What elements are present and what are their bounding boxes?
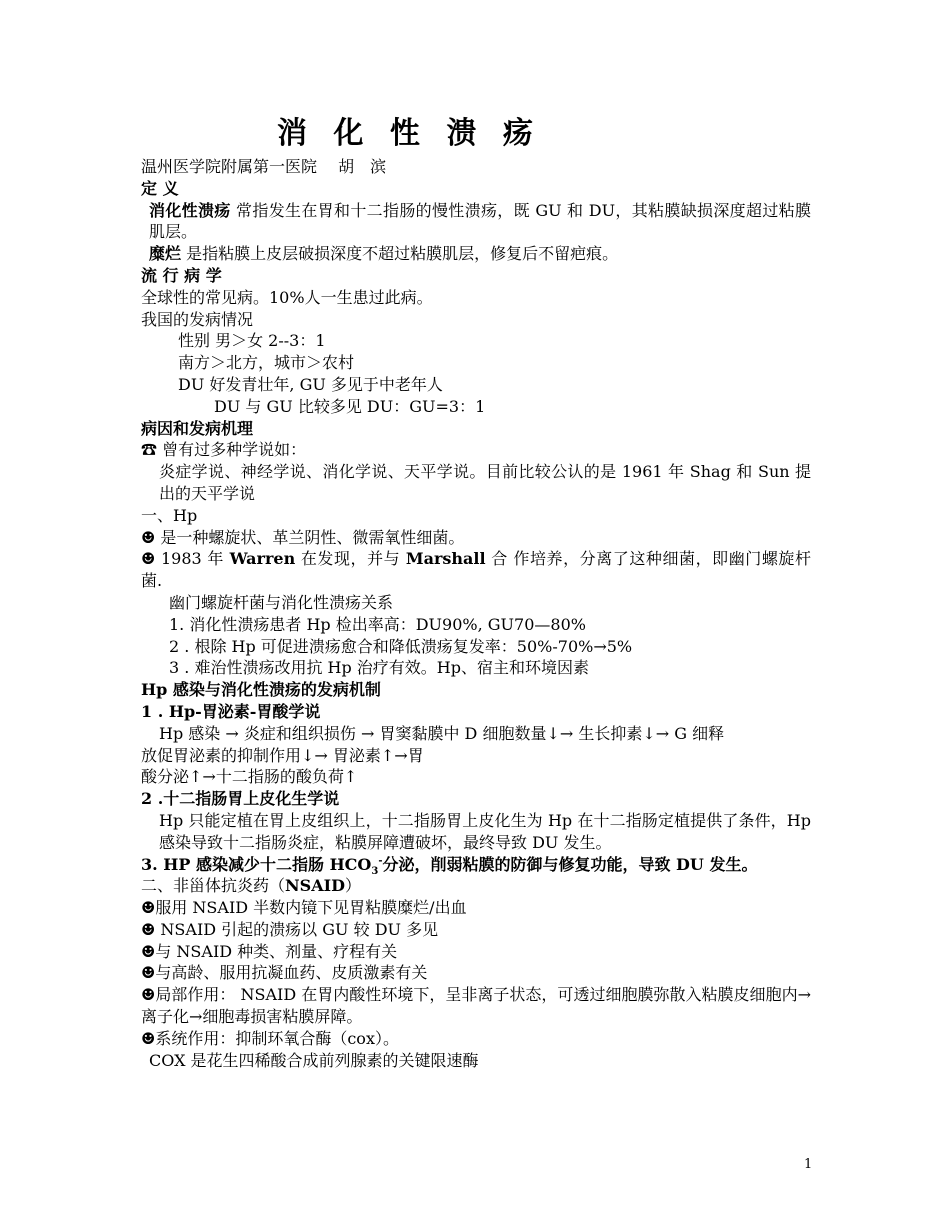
name-marshall: Marshall xyxy=(405,549,486,569)
term-erosion: 糜烂 xyxy=(149,244,182,264)
mechanism-sub-1: 1 . Hp-胃泌素-胃酸学说 xyxy=(141,701,321,721)
hp-heading: 一、Hp xyxy=(141,505,198,525)
nsaid-item-3: ☻与 NSAID 种类、剂量、疗程有关 xyxy=(141,941,398,961)
definition-text-2: 是指粘膜上皮层破损深度不超过粘膜肌层，修复后不留疤痕。 xyxy=(181,244,619,264)
sub3-post: 分泌，削弱粘膜的防御与修复功能，导致 DU 发生。 xyxy=(382,854,758,874)
document-page xyxy=(141,112,811,1071)
definition-text-1: 常指发生在胃和十二指肠的慢性溃疡，既 GU 和 DU，其粘膜缺损深度超过粘膜肌层。 xyxy=(149,200,811,242)
section-heading-definition: 定 义 xyxy=(141,178,179,198)
hp2-post: 合 作培养，分离了这种细菌，即幽门螺旋杆菌. xyxy=(141,549,811,591)
mechanism-sub1-line-3: 酸分泌↑→十二指肠的酸负荷↑ xyxy=(141,767,358,787)
section-heading-epidemiology: 流 行 病 学 xyxy=(141,265,222,285)
nsaid-heading-pre: 二、非甾体抗炎药（ xyxy=(141,876,286,896)
mechanism-sub-2: 2 .十二指肠胃上皮化生学说 xyxy=(141,789,340,809)
epi-line-4: 南方＞北方，城市＞农村 xyxy=(178,353,355,373)
epi-line-2: 我国的发病情况 xyxy=(141,309,254,329)
hp2-pre: ☻ 1983 年 xyxy=(141,549,230,569)
relation-item-1: 1. 消化性溃疡患者 Hp 检出率高：DU90%, GU70—80% xyxy=(169,614,586,634)
relation-item-2: 2 . 根除 Hp 可促进溃疡愈合和降低溃疡复发率：50%-70%→5% xyxy=(169,636,633,656)
section-heading-mechanism: Hp 感染与消化性溃疡的发病机制 xyxy=(141,680,381,700)
hp-item-2 xyxy=(141,548,811,592)
mechanism-sub1-line-1: Hp 感染 → 炎症和组织损伤 → 胃窦黏膜中 D 细胞数量↓→ 生长抑素↓→ G 细释 xyxy=(159,723,725,743)
term-peptic-ulcer: 消化性溃疡 xyxy=(149,200,231,220)
hp2-mid: 在发现，并与 xyxy=(295,549,406,569)
nsaid-item-2: ☻ NSAID 引起的溃疡以 GU 较 DU 多见 xyxy=(141,919,439,939)
etiology-phone-line: ☎ 曾有过多种学说如： xyxy=(141,440,307,460)
mechanism-sub-3 xyxy=(141,854,811,876)
nsaid-item-1: ☻服用 NSAID 半数内镜下见胃粘膜糜烂/出血 xyxy=(141,898,467,918)
section-heading-etiology: 病因和发病机理 xyxy=(141,418,254,438)
sub3-superscript: - xyxy=(378,855,383,867)
definition-paragraph-2 xyxy=(141,243,811,265)
nsaid-item-4: ☻与高龄、服用抗凝血药、皮质激素有关 xyxy=(141,963,428,983)
etiology-theories: 炎症学说、神经学说、消化学说、天平学说。目前比较公认的是 1961 年 Shag 和 Sun 提出的天平学说 xyxy=(159,462,811,503)
sub3-pre: 3. HP 感染减少十二指肠 HCO xyxy=(141,854,372,874)
relation-title: 幽门螺旋杆菌与消化性溃疡关系 xyxy=(169,592,394,612)
epi-line-6: DU 与 GU 比较多见 DU：GU=3：1 xyxy=(214,396,486,416)
nsaid-item-5: ☻局部作用： NSAID 在胃内酸性环境下，呈非离子状态，可透过细胞膜弥散入粘膜皮细胞内→离子化→细胞毒损害粘膜屏障。 xyxy=(141,985,811,1027)
epi-line-1: 全球性的常见病。10%人一生患过此病。 xyxy=(141,287,433,307)
nsaid-item-6: ☻系统作用：抑制环氧合酶（cox）。 xyxy=(141,1028,399,1048)
nsaid-heading xyxy=(141,875,811,897)
nsaid-heading-bold: NSAID xyxy=(285,876,345,896)
document-title: 消 化 性 溃 疡 xyxy=(277,116,541,151)
author-line: 温州医学院附属第一医院 胡 滨 xyxy=(141,157,387,176)
epi-line-3: 性别 男＞女 2--3：1 xyxy=(178,331,326,351)
page-number: 1 xyxy=(804,1157,813,1172)
sub3-subscript: 3 xyxy=(371,865,379,877)
nsaid-item-7: COX 是花生四稀酸合成前列腺素的关键限速酶 xyxy=(149,1050,479,1070)
name-warren: Warren xyxy=(229,549,296,569)
mechanism-sub1-line-2: 放促胃泌素的抑制作用↓→ 胃泌素↑→胃 xyxy=(141,745,424,765)
relation-item-3: 3 . 难治性溃疡改用抗 Hp 治疗有效。Hp、宿主和环境因素 xyxy=(169,658,590,678)
hp-item-1: ☻ 是一种螺旋状、革兰阴性、微需氧性细菌。 xyxy=(141,527,465,547)
nsaid-heading-post: ） xyxy=(344,876,361,896)
mechanism-sub2-text: Hp 只能定植在胃上皮组织上，十二指肠胃上皮化生为 Hp 在十二指肠定植提供了条件，Hp 感染导致十二指肠炎症，粘膜屏障遭破坏，最终导致 DU 发生。 xyxy=(159,810,811,852)
epi-line-5: DU 好发青壮年, GU 多见于中老年人 xyxy=(178,374,443,394)
definition-paragraph-1 xyxy=(141,200,811,244)
